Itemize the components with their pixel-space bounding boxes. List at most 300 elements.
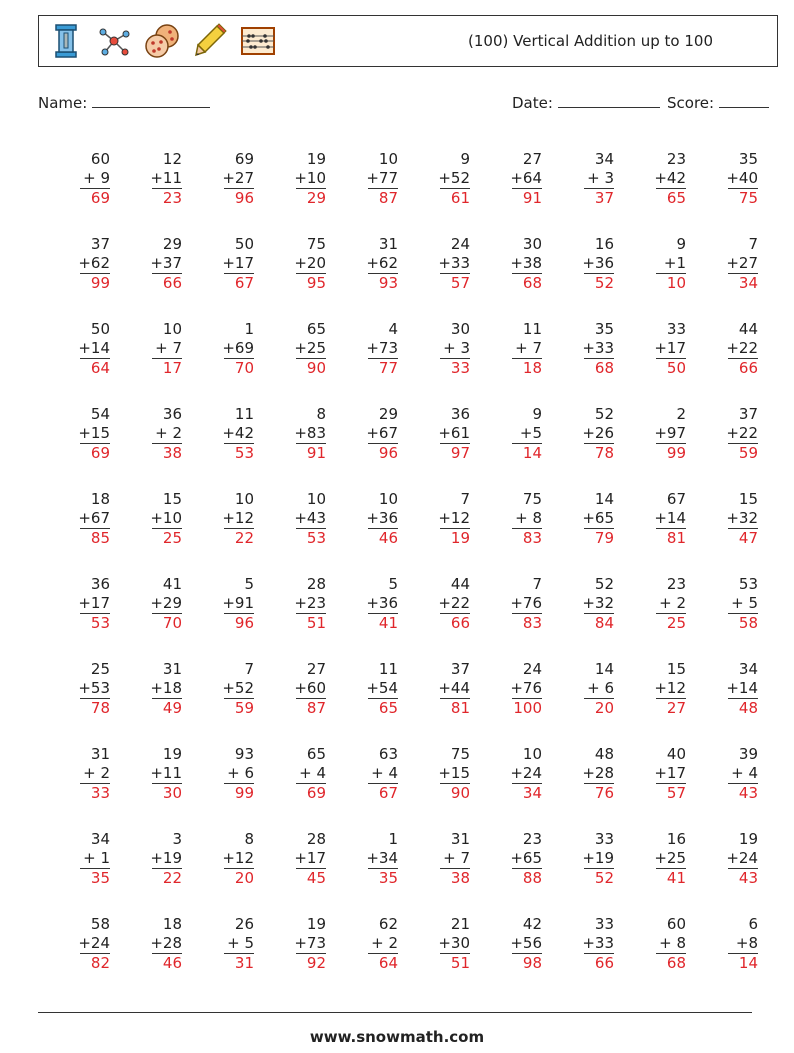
- answer: 96: [224, 188, 254, 208]
- answer: 10: [656, 273, 686, 293]
- date-blank[interactable]: [558, 93, 660, 108]
- answer-line: [182, 783, 254, 803]
- problem-row: [38, 320, 758, 405]
- answer: 69: [80, 443, 110, 463]
- answer: 81: [656, 528, 686, 548]
- addend-bottom: +77: [366, 169, 398, 187]
- addition-problem: [326, 150, 398, 235]
- addend-top: 34: [90, 830, 110, 848]
- addend-bottom: +17: [654, 764, 686, 782]
- addend-bottom: +15: [438, 764, 470, 782]
- addend-bottom: + 7: [443, 849, 470, 867]
- addition-problem: [686, 745, 758, 830]
- answer: 99: [656, 443, 686, 463]
- addition-problem: [38, 320, 110, 405]
- addend-bottom: +12: [222, 849, 254, 867]
- answer: 91: [512, 188, 542, 208]
- answer: 34: [728, 273, 758, 293]
- answer: 59: [728, 443, 758, 463]
- answer: 30: [152, 783, 182, 803]
- addend-bottom: +73: [294, 934, 326, 952]
- addition-problem: [542, 490, 614, 575]
- answer: 51: [296, 613, 326, 633]
- addition-problem: [470, 405, 542, 490]
- addition-problem: [254, 915, 326, 1000]
- addend-bottom: +37: [150, 254, 182, 272]
- addition-problem: [254, 745, 326, 830]
- answer: 100: [513, 699, 542, 717]
- answer: 29: [296, 188, 326, 208]
- answer-line: [614, 953, 686, 973]
- answer: 20: [224, 868, 254, 888]
- answer-line: [326, 528, 398, 548]
- name-label: Name:: [38, 94, 93, 112]
- problem-row: [38, 235, 758, 320]
- answer-line: [542, 953, 614, 973]
- addend-top: 18: [162, 915, 182, 933]
- page-title: (100) Vertical Addition up to 100: [468, 32, 713, 50]
- addend-top: 3: [172, 830, 182, 848]
- answer-line: [542, 443, 614, 463]
- answer-line: [398, 443, 470, 463]
- addend-bottom: +23: [294, 594, 326, 612]
- score-label: Score:: [667, 94, 719, 112]
- addend-top: 67: [666, 490, 686, 508]
- answer: 75: [728, 188, 758, 208]
- answer: 46: [368, 528, 398, 548]
- answer: 27: [656, 698, 686, 718]
- addition-problem: [686, 490, 758, 575]
- answer: 18: [512, 358, 542, 378]
- addend-top: 11: [522, 320, 542, 338]
- answer-line: [326, 358, 398, 378]
- addition-problem: [686, 830, 758, 915]
- addend-top: 8: [244, 830, 254, 848]
- addition-problem: [398, 320, 470, 405]
- addition-problem: [398, 830, 470, 915]
- answer-line: [254, 613, 326, 633]
- answer-line: [182, 188, 254, 208]
- answer: 19: [440, 528, 470, 548]
- addend-bottom: +32: [582, 594, 614, 612]
- answer-line: [254, 783, 326, 803]
- answer: 33: [80, 783, 110, 803]
- addend-top: 60: [666, 915, 686, 933]
- answer-line: [470, 613, 542, 633]
- addend-top: 41: [162, 575, 182, 593]
- answer: 41: [368, 613, 398, 633]
- addend-bottom: +43: [294, 509, 326, 527]
- answer-line: [398, 188, 470, 208]
- addend-top: 60: [90, 150, 110, 168]
- addition-problem: [398, 490, 470, 575]
- addition-problem: [38, 830, 110, 915]
- addend-top: 10: [162, 320, 182, 338]
- answer: 53: [80, 613, 110, 633]
- addend-top: 18: [90, 490, 110, 508]
- addition-problem: [254, 405, 326, 490]
- addition-problem: [326, 745, 398, 830]
- addition-problem: [182, 490, 254, 575]
- answer-line: [326, 443, 398, 463]
- answer: 99: [224, 783, 254, 803]
- addition-problem: [182, 830, 254, 915]
- answer-line: [326, 273, 398, 293]
- addend-top: 9: [532, 405, 542, 423]
- answer: 96: [368, 443, 398, 463]
- answer: 25: [656, 613, 686, 633]
- answer-line: [614, 528, 686, 548]
- addend-bottom: +20: [294, 254, 326, 272]
- answer: 87: [368, 188, 398, 208]
- answer: 78: [584, 443, 614, 463]
- addend-top: 23: [522, 830, 542, 848]
- answer: 43: [728, 783, 758, 803]
- problem-row: [38, 745, 758, 830]
- answer-line: [38, 188, 110, 208]
- answer: 35: [80, 868, 110, 888]
- answer-line: [542, 358, 614, 378]
- addition-problem: [38, 235, 110, 320]
- addend-top: 10: [378, 490, 398, 508]
- answer-line: [470, 358, 542, 378]
- addition-problem: [254, 235, 326, 320]
- addend-bottom: +17: [78, 594, 110, 612]
- addend-top: 7: [532, 575, 542, 593]
- problem-row: [38, 575, 758, 660]
- answer-line: [398, 698, 470, 718]
- addition-problem: [614, 745, 686, 830]
- addend-bottom: +19: [582, 849, 614, 867]
- date-field[interactable]: [512, 93, 660, 112]
- addition-problem: [542, 830, 614, 915]
- addend-top: 34: [738, 660, 758, 678]
- addend-bottom: +12: [222, 509, 254, 527]
- answer-line: [542, 273, 614, 293]
- answer-line: [542, 868, 614, 888]
- answer-line: [38, 783, 110, 803]
- answer: 77: [368, 358, 398, 378]
- addend-bottom: +52: [438, 169, 470, 187]
- problem-row: [38, 405, 758, 490]
- answer-line: [398, 868, 470, 888]
- addend-top: 93: [234, 745, 254, 763]
- answer: 66: [584, 953, 614, 973]
- addend-top: 50: [90, 320, 110, 338]
- addition-problem: [614, 830, 686, 915]
- addition-problem: [254, 150, 326, 235]
- answer: 82: [80, 953, 110, 973]
- answer: 64: [368, 953, 398, 973]
- addition-problem: [182, 745, 254, 830]
- addend-bottom: +38: [510, 254, 542, 272]
- addend-bottom: + 1: [83, 849, 110, 867]
- addend-bottom: +12: [654, 679, 686, 697]
- addition-problem: [38, 490, 110, 575]
- addition-problem: [470, 235, 542, 320]
- addend-bottom: +65: [510, 849, 542, 867]
- addend-top: 23: [666, 575, 686, 593]
- addend-top: 10: [378, 150, 398, 168]
- addend-top: 31: [162, 660, 182, 678]
- addition-problem: [542, 745, 614, 830]
- answer-line: [110, 783, 182, 803]
- answer-line: [686, 698, 758, 718]
- addend-bottom: +60: [294, 679, 326, 697]
- addend-bottom: +61: [438, 424, 470, 442]
- addend-bottom: +10: [294, 169, 326, 187]
- addend-bottom: +22: [726, 424, 758, 442]
- addend-bottom: +1: [663, 254, 686, 272]
- answer: 22: [152, 868, 182, 888]
- addend-bottom: +30: [438, 934, 470, 952]
- addend-bottom: +17: [654, 339, 686, 357]
- answer-line: [326, 953, 398, 973]
- answer: 81: [440, 698, 470, 718]
- addend-top: 33: [594, 915, 614, 933]
- addition-problem: [614, 405, 686, 490]
- addend-top: 42: [522, 915, 542, 933]
- problem-row: [38, 490, 758, 575]
- answer-line: [110, 188, 182, 208]
- addend-top: 10: [522, 745, 542, 763]
- addition-problem: [686, 575, 758, 660]
- answer: 83: [512, 613, 542, 633]
- addend-bottom: +25: [294, 339, 326, 357]
- addition-problem: [38, 915, 110, 1000]
- answer: 47: [728, 528, 758, 548]
- answer: 68: [512, 273, 542, 293]
- answer: 38: [440, 868, 470, 888]
- addend-top: 65: [306, 320, 326, 338]
- answer: 31: [224, 953, 254, 973]
- addend-bottom: +36: [366, 594, 398, 612]
- addition-problem: [326, 320, 398, 405]
- addend-bottom: +52: [222, 679, 254, 697]
- answer: 52: [584, 868, 614, 888]
- name-blank[interactable]: [92, 93, 210, 108]
- addend-top: 37: [90, 235, 110, 253]
- answer: 66: [152, 273, 182, 293]
- addition-problem: [614, 660, 686, 745]
- answer: 68: [584, 358, 614, 378]
- answer: 91: [296, 443, 326, 463]
- answer-line: [470, 698, 542, 718]
- addend-bottom: +32: [726, 509, 758, 527]
- addend-top: 4: [388, 320, 398, 338]
- addend-bottom: +15: [78, 424, 110, 442]
- addend-top: 30: [450, 320, 470, 338]
- addition-problem: [326, 660, 398, 745]
- addend-bottom: +33: [438, 254, 470, 272]
- addend-top: 11: [378, 660, 398, 678]
- addend-top: 15: [738, 490, 758, 508]
- score-field[interactable]: [667, 93, 769, 112]
- addend-top: 1: [388, 830, 398, 848]
- addend-bottom: + 9: [83, 169, 110, 187]
- addition-problem: [398, 660, 470, 745]
- addend-top: 63: [378, 745, 398, 763]
- addend-bottom: +22: [726, 339, 758, 357]
- answer: 68: [656, 953, 686, 973]
- answer: 65: [368, 698, 398, 718]
- addition-problem: [398, 405, 470, 490]
- addend-bottom: + 8: [515, 509, 542, 527]
- addition-problem: [398, 575, 470, 660]
- answer-line: [686, 613, 758, 633]
- addition-problem: [686, 660, 758, 745]
- answer: 76: [584, 783, 614, 803]
- answer: 69: [80, 188, 110, 208]
- answer-line: [686, 188, 758, 208]
- addition-problem: [470, 575, 542, 660]
- addend-bottom: +64: [510, 169, 542, 187]
- answer: 90: [296, 358, 326, 378]
- addend-bottom: +18: [150, 679, 182, 697]
- addition-problem: [614, 915, 686, 1000]
- answer: 22: [224, 528, 254, 548]
- addition-problem: [398, 150, 470, 235]
- answer-line: [254, 188, 326, 208]
- addend-top: 53: [738, 575, 758, 593]
- addend-bottom: +10: [150, 509, 182, 527]
- addition-problem: [326, 490, 398, 575]
- addend-top: 9: [676, 235, 686, 253]
- addend-top: 33: [666, 320, 686, 338]
- footer-site[interactable]: www.snowmath.com: [309, 1028, 485, 1046]
- name-field[interactable]: [38, 93, 210, 112]
- addend-top: 7: [244, 660, 254, 678]
- addend-bottom: + 2: [155, 424, 182, 442]
- answer: 41: [656, 868, 686, 888]
- answer: 61: [440, 188, 470, 208]
- answer: 83: [512, 528, 542, 548]
- addend-top: 24: [450, 235, 470, 253]
- addend-top: 16: [594, 235, 614, 253]
- problem-row: [38, 915, 758, 1000]
- addition-problem: [326, 830, 398, 915]
- addend-bottom: +73: [366, 339, 398, 357]
- answer-line: [182, 528, 254, 548]
- answer-line: [470, 868, 542, 888]
- addition-problem: [614, 235, 686, 320]
- addend-bottom: +36: [366, 509, 398, 527]
- answer-line: [614, 273, 686, 293]
- answer-line: [110, 358, 182, 378]
- answer-line: [38, 443, 110, 463]
- answer-line: [686, 868, 758, 888]
- addend-bottom: +33: [582, 339, 614, 357]
- addend-bottom: + 2: [83, 764, 110, 782]
- answer: 25: [152, 528, 182, 548]
- addend-top: 36: [162, 405, 182, 423]
- addend-bottom: +65: [582, 509, 614, 527]
- addend-top: 75: [306, 235, 326, 253]
- addend-bottom: + 3: [443, 339, 470, 357]
- addend-top: 27: [306, 660, 326, 678]
- addend-bottom: +24: [78, 934, 110, 952]
- addend-bottom: +83: [294, 424, 326, 442]
- addend-top: 29: [162, 235, 182, 253]
- answer-line: [398, 783, 470, 803]
- answer-line: [110, 698, 182, 718]
- addend-top: 40: [666, 745, 686, 763]
- addition-problem: [182, 150, 254, 235]
- answer-line: [398, 358, 470, 378]
- addition-problem: [326, 235, 398, 320]
- addition-problem: [470, 660, 542, 745]
- addition-problem: [542, 660, 614, 745]
- addend-bottom: +27: [222, 169, 254, 187]
- addend-top: 54: [90, 405, 110, 423]
- answer-line: [470, 528, 542, 548]
- header-box: [38, 15, 778, 67]
- answer: 50: [656, 358, 686, 378]
- date-label: Date:: [512, 94, 558, 112]
- answer: 53: [224, 443, 254, 463]
- answer-line: [470, 273, 542, 293]
- answer-line: [686, 783, 758, 803]
- addition-problem: [614, 490, 686, 575]
- addition-problem: [182, 915, 254, 1000]
- addend-bottom: +56: [510, 934, 542, 952]
- answer-line: [542, 528, 614, 548]
- answer: 49: [152, 698, 182, 718]
- problem-row: [38, 830, 758, 915]
- addition-problem: [110, 235, 182, 320]
- addition-problem: [470, 490, 542, 575]
- addend-bottom: +33: [582, 934, 614, 952]
- addend-top: 52: [594, 405, 614, 423]
- addend-bottom: + 3: [587, 169, 614, 187]
- addend-top: 31: [450, 830, 470, 848]
- addend-bottom: +29: [150, 594, 182, 612]
- answer: 43: [728, 868, 758, 888]
- addend-bottom: +8: [735, 934, 758, 952]
- addition-problem: [38, 150, 110, 235]
- addend-bottom: +97: [654, 424, 686, 442]
- answer: 69: [296, 783, 326, 803]
- answer-line: [614, 868, 686, 888]
- addend-bottom: + 7: [515, 339, 542, 357]
- addend-top: 23: [666, 150, 686, 168]
- answer-line: [254, 273, 326, 293]
- answer-line: [614, 613, 686, 633]
- answer-line: [398, 528, 470, 548]
- addend-top: 36: [450, 405, 470, 423]
- addend-top: 15: [666, 660, 686, 678]
- score-blank[interactable]: [719, 93, 769, 108]
- addend-top: 19: [162, 745, 182, 763]
- addition-problem: [470, 915, 542, 1000]
- answer: 93: [368, 273, 398, 293]
- answer: 96: [224, 613, 254, 633]
- answer-line: [254, 698, 326, 718]
- answer-line: [182, 868, 254, 888]
- addend-top: 65: [306, 745, 326, 763]
- answer-line: [326, 783, 398, 803]
- answer-line: [110, 868, 182, 888]
- addend-top: 39: [738, 745, 758, 763]
- addend-bottom: +17: [294, 849, 326, 867]
- problem-row: [38, 150, 758, 235]
- answer-line: [614, 188, 686, 208]
- addend-top: 75: [522, 490, 542, 508]
- answer-line: [686, 358, 758, 378]
- answer-line: [542, 188, 614, 208]
- addend-bottom: + 2: [371, 934, 398, 952]
- addition-problem: [542, 150, 614, 235]
